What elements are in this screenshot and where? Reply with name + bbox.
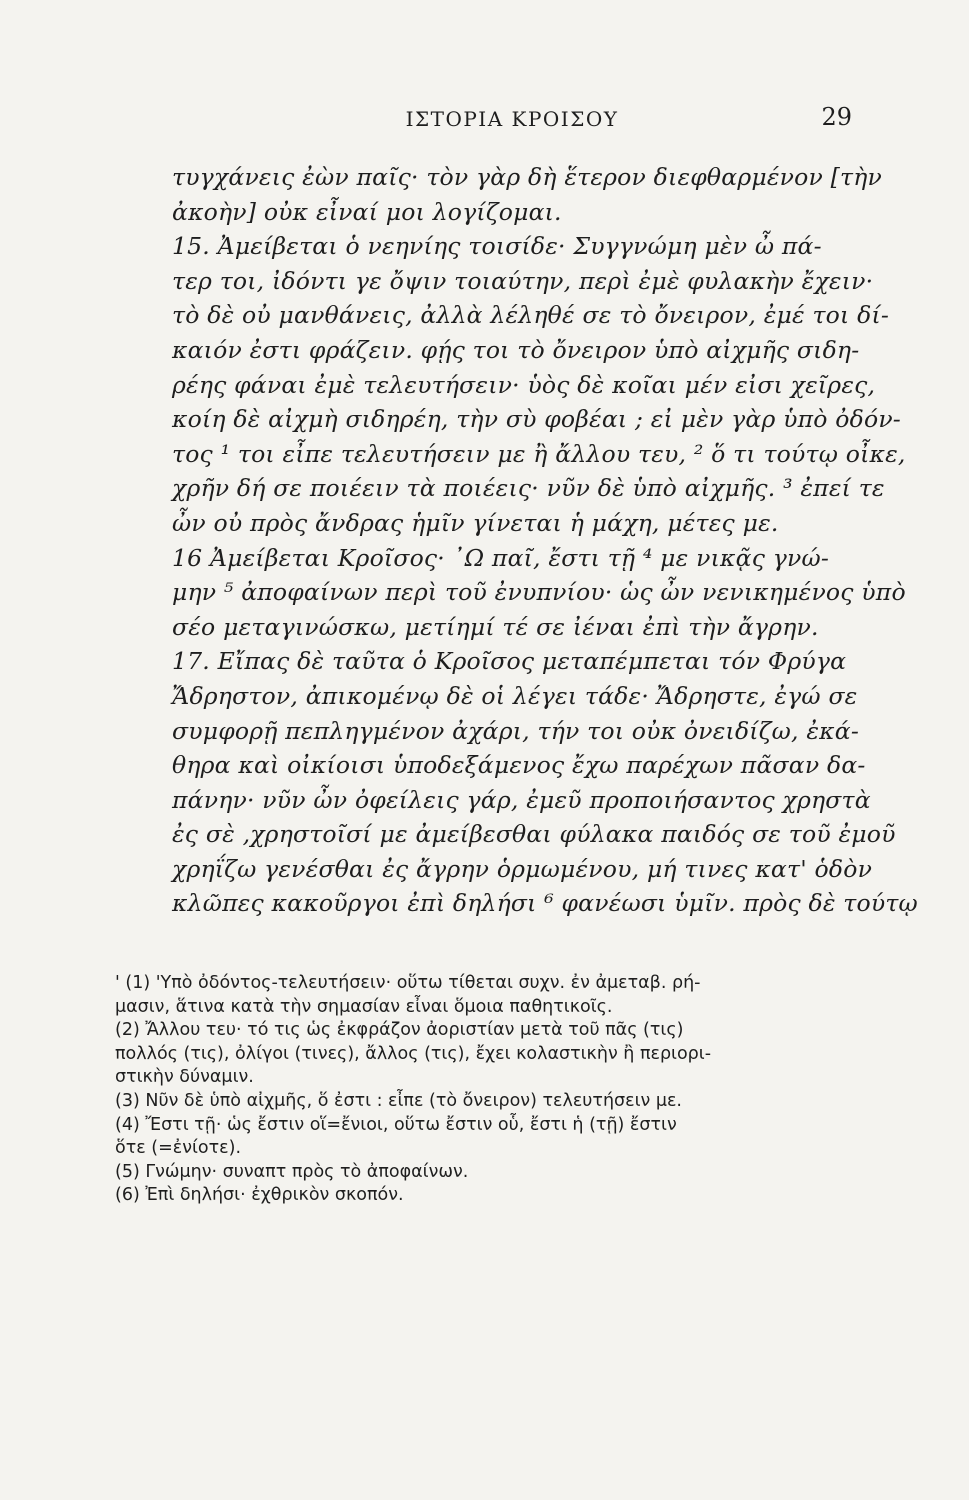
footnote-line: (4) Ἔστι τῇ· ὡς ἔστιν οἵ=ἔνιοι, οὕτω ἔστιν οὗ, ἔστι ἡ (τῇ) ἔστιν [115, 1114, 677, 1135]
text-line: 15. Ἀμείβεται ὁ νεηνίης τοισίδε· Συγγνώμη μὲν ὦ πά- [172, 232, 822, 261]
footnotes-block [115, 972, 875, 1208]
text-line: 17. Εἴπας δὲ ταῦτα ὁ Κροῖσος μεταπέμπεται τόν Φρύγα [172, 647, 847, 676]
text-line: ἀκοὴν] οὐκ εἶναί μοι λογίζομαι. [172, 197, 562, 226]
footnote-line: στικὴν δύναμιν. [115, 1067, 254, 1088]
footnote-line: (3) Νῦν δὲ ὑπὸ αἰχμῆς, ὅ ἐστι : εἶπε (τὸ ὄνειρον) τελευτήσειν με. [115, 1090, 682, 1111]
text-line: τος ¹ τοι εἶπε τελευτήσειν με ἢ ἄλλου τευ, ² ὅ τι τούτῳ οἶκε, [172, 439, 906, 468]
footnote-line: μασιν, ἅτινα κατὰ τὴν σημασίαν εἶναι ὅμοια παθητικοῖς. [115, 996, 613, 1017]
footnote-line: (2) Ἄλλου τευ· τό τις ὡς ἐκφράζον ἀοριστίαν μετὰ τοῦ πᾶς (τις) [115, 1020, 684, 1041]
main-text-block [172, 160, 918, 921]
text-line: κλῶπες κακοῦργοι ἐπὶ δηλήσι ⁶ φανέωσι ὑμῖν. πρὸς δὲ τούτῳ [172, 889, 918, 918]
footnote-line: (6) Ἐπὶ δηλήσι· ἐχθρικὸν σκοπόν. [115, 1185, 404, 1206]
text-line: κοίη δὲ αἰχμὴ σιδηρέη, τὴν σὺ φοβέαι ; εἰ μὲν γὰρ ὑπὸ ὀδόν- [172, 405, 901, 434]
text-line: χρηΐζω γενέσθαι ἐς ἄγρην ὁρμωμένου, μή τινες κατ' ὁδὸν [172, 854, 873, 883]
page-number: 29 [821, 103, 852, 131]
page-header [172, 103, 852, 137]
text-line: 16 Ἀμείβεται Κροῖσος· ᾿Ω παῖ, ἔστι τῇ ⁴ με νικᾷς γνώ- [172, 543, 829, 572]
text-line: ἐς σὲ ,χρηστοῖσί με ἀμείβεσθαι φύλακα παιδός σε τοῦ ἐμοῦ [172, 820, 896, 849]
text-line: Ἄδρηστον, ἀπικομένῳ δὲ οἱ λέγει τάδε· Ἄδρηστε, ἐγώ σε [172, 681, 858, 710]
footnote-line: (5) Γνώμην· συναπτ πρὸς τὸ ἀποφαίνων. [115, 1161, 469, 1182]
text-line: μην ⁵ ἀποφαίνων περὶ τοῦ ἐνυπνίου· ὡς ὦν νενικημένος ὑπὸ [172, 578, 906, 607]
running-title: ΙΣΤΟΡΙΑ ΚΡΟΙΣΟΥ [405, 107, 619, 131]
text-line: τερ τοι, ἰδόντι γε ὄψιν τοιαύτην, περὶ ἐμὲ φυλακὴν ἔχειν· [172, 266, 874, 295]
text-line: σέο μεταγινώσκω, μετίημί τέ σε ἰέναι ἐπὶ τὴν ἄγρην. [172, 612, 819, 641]
text-line: ρέης φάναι ἐμὲ τελευτήσειν· ὑὸς δὲ κοῖαι μέν εἰσι χεῖρες, [172, 370, 876, 399]
footnote-line: πολλός (τις), ὀλίγοι (τινες), ἄλλος (τις), ἔχει κολαστικὴν ἢ περιορι- [115, 1043, 712, 1064]
text-line: καιόν ἐστι φράζειν. φῄς τοι τὸ ὄνειρον ὑπὸ αἰχμῆς σιδη- [172, 335, 860, 364]
footnote-line: ὅτε (=ἐνίοτε). [115, 1138, 242, 1159]
footnote-line: ' (1) 'Υπὸ ὀδόντος-τελευτήσειν· οὕτω τίθεται συχν. ἐν ἀμεταβ. ρή- [115, 973, 701, 993]
text-line: συμφορῇ πεπληγμένον ἀχάρι, τήν τοι οὐκ ὀνειδίζω, ἐκά- [172, 716, 859, 745]
text-line: τὸ δὲ οὐ μανθάνεις, ἀλλὰ λέληθέ σε τὸ ὄνειρον, ἐμέ τοι δί- [172, 301, 890, 330]
text-line: τυγχάνεις ἐὼν παῖς· τὸν γὰρ δὴ ἕτερον διεφθαρμένον [τὴν [172, 163, 882, 191]
text-line: ὦν οὐ πρὸς ἄνδρας ἡμῖν γίνεται ἡ μάχη, μέτες με. [172, 508, 779, 537]
text-line: χρῆν δή σε ποιέειν τὰ ποιέεις· νῦν δὲ ὑπὸ αἰχμῆς. ³ ἐπεί τε [172, 474, 885, 503]
text-line: θηρα καὶ οἰκίοισι ὑποδεξάμενος ἔχω παρέχων πᾶσαν δα- [172, 751, 866, 780]
text-line: πάνην· νῦν ὦν ὀφείλεις γάρ, ἐμεῦ προποιήσαντος χρηστὰ [172, 785, 871, 814]
